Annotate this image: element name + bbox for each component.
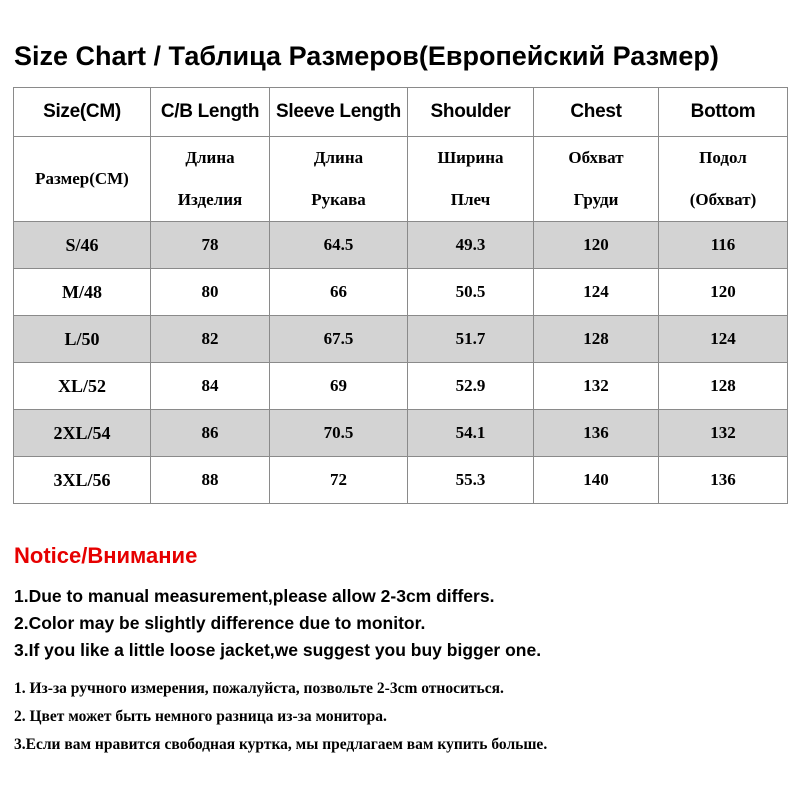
notice-item-en: 2.Color may be slightly difference due to monitor. [14,613,426,633]
shoulder-cell: 49.3 [408,222,534,269]
sleeve-cell: 72 [270,457,408,504]
header-ru-length: Длина Изделия [151,137,270,222]
shoulder-cell: 55.3 [408,457,534,504]
header-cb-length: C/B Length [151,88,270,137]
shoulder-cell: 51.7 [408,316,534,363]
length-cell: 86 [151,410,270,457]
notice-item-en: 3.If you like a little loose jacket,we suggest you buy bigger one. [14,640,542,660]
header-shoulder: Shoulder [408,88,534,137]
header-bottom: Bottom [659,88,788,137]
sleeve-cell: 66 [270,269,408,316]
bottom-cell: 128 [659,363,788,410]
chest-cell: 128 [534,316,659,363]
table-row [14,222,788,269]
notice-item-ru: 2. Цвет может быть немного разница из-за монитора. [14,708,387,725]
shoulder-cell: 52.9 [408,363,534,410]
size-chart-table [13,87,788,504]
table-row [14,457,788,504]
bottom-cell: 120 [659,269,788,316]
header-ru-size: Размер(CM) [14,137,151,222]
table-row [14,363,788,410]
header-ru-shoulder: Ширина Плеч [408,137,534,222]
chest-cell: 140 [534,457,659,504]
english-header-row [14,88,788,137]
chest-cell: 132 [534,363,659,410]
bottom-cell: 132 [659,410,788,457]
header-sleeve-length: Sleeve Length [270,88,408,137]
length-cell: 80 [151,269,270,316]
russian-header-row [14,137,788,222]
english-notice-list [14,583,541,664]
chest-cell: 124 [534,269,659,316]
shoulder-cell: 54.1 [408,410,534,457]
length-cell: 84 [151,363,270,410]
shoulder-cell: 50.5 [408,269,534,316]
length-cell: 82 [151,316,270,363]
sleeve-cell: 67.5 [270,316,408,363]
chest-cell: 120 [534,222,659,269]
sleeve-cell: 70.5 [270,410,408,457]
bottom-cell: 124 [659,316,788,363]
table-row [14,269,788,316]
size-cell: S/46 [14,222,151,269]
length-cell: 78 [151,222,270,269]
header-ru-sleeve: Длина Рукава [270,137,408,222]
size-cell: M/48 [14,269,151,316]
page-title: Size Chart / Таблица Размеров(Европейский Размер) [14,41,719,71]
notice-item-ru: 3.Если вам нравится свободная куртка, мы предлагаем вам купить больше. [14,736,548,753]
header-ru-chest: Обхват Груди [534,137,659,222]
size-cell: 3XL/56 [14,457,151,504]
size-cell: 2XL/54 [14,410,151,457]
size-cell: XL/52 [14,363,151,410]
length-cell: 88 [151,457,270,504]
header-size: Size(CM) [14,88,151,137]
sleeve-cell: 69 [270,363,408,410]
table-row [14,410,788,457]
sleeve-cell: 64.5 [270,222,408,269]
header-ru-bottom: Подол (Обхват) [659,137,788,222]
size-cell: L/50 [14,316,151,363]
bottom-cell: 136 [659,457,788,504]
table-row [14,316,788,363]
header-chest: Chest [534,88,659,137]
chest-cell: 136 [534,410,659,457]
notice-item-en: 1.Due to manual measurement,please allow 2-3cm differs. [14,586,495,606]
russian-notice-list [14,675,547,759]
notice-title: Notice/Внимание [14,543,198,568]
notice-item-ru: 1. Из-за ручного измерения, пожалуйста, позвольте 2-3cm относиться. [14,680,504,697]
bottom-cell: 116 [659,222,788,269]
